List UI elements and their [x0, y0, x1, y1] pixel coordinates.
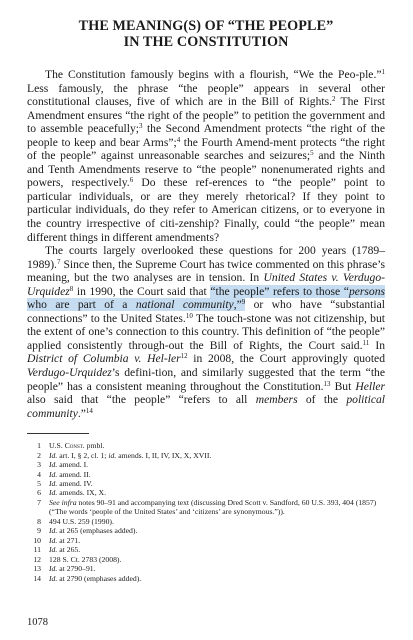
- footnote-ref[interactable]: 10: [185, 311, 193, 320]
- footnote: [27, 536, 385, 545]
- case-name: Heller: [355, 379, 385, 393]
- footnote-ref[interactable]: 4: [176, 135, 181, 144]
- text-run: Id.: [49, 460, 58, 470]
- text-run: ’s defini-tion, and similarly suggested that the term “the people” has a consistent meaning throughout the Constitution.: [27, 366, 385, 393]
- footnote-number: 9: [37, 526, 41, 536]
- text-run: ,”: [233, 298, 242, 312]
- text-run: amends. IX, X.: [57, 488, 107, 498]
- text-run: Since then, the Supreme Court has twice commented on this phrase’s meaning, but the two analyses are in tension. In: [27, 257, 385, 285]
- text-run: 128 S. Ct. 2783 (2008).: [49, 554, 122, 564]
- text-run: or who have “substantial connections” to the United States.: [27, 298, 385, 325]
- page-number: 1078: [27, 617, 48, 628]
- emphasis: members: [255, 393, 298, 407]
- footnote: [27, 555, 385, 564]
- text-run: Const: [64, 441, 83, 451]
- text-run: Id.: [49, 450, 58, 460]
- footnote-number: 12: [33, 554, 41, 564]
- footnote-ref[interactable]: 13: [323, 379, 331, 388]
- footnote: [27, 498, 385, 517]
- footnote-number: 5: [37, 479, 41, 489]
- footnote-ref[interactable]: 14: [85, 406, 93, 415]
- footnote-number: 11: [33, 545, 41, 555]
- footnote-number: 7: [37, 497, 41, 507]
- text-run: Do these ref-erences to “the people” point to particular individuals, or are they merely rhetorical? If they point to particular individuals, do they refer to American citizens, or to everyone in the country irrespective of citi-zenship? Finally, could “the people” mean different things in different amendments?: [27, 176, 386, 244]
- article-title: [27, 18, 385, 50]
- footnote-number: 3: [37, 460, 41, 470]
- title-line-1: THE MEANING(S) OF “THE PEOPLE”: [78, 18, 334, 34]
- text-run: The courts largely overlooked these questions for 200 years (1789–1989).: [27, 244, 385, 271]
- footnotes: [27, 441, 385, 583]
- text-run: Id.: [49, 488, 58, 498]
- text-run: amend. I.: [57, 460, 89, 470]
- text-run: . pmbl.: [82, 441, 105, 451]
- text-run: Id.: [49, 535, 58, 545]
- text-run: In: [369, 338, 386, 352]
- text-run: at 265.: [57, 545, 81, 555]
- text-run: who are part of a: [27, 298, 136, 312]
- text-run: the Fourth Amend-ment protects “the right of the people” against unreasonable searches and seizures;: [27, 135, 385, 163]
- text-run: the Second Amendment protects “the right of the people to keep and bear Arms”;: [27, 122, 386, 149]
- article-page: [27, 18, 385, 583]
- text-run: See infra: [49, 497, 77, 507]
- text-run: Id.: [49, 526, 58, 536]
- emphasis: political community: [27, 393, 385, 420]
- text-run: and the Ninth and Tenth Amendments reserve to “the people” nonenumerated rights and powers, respectively.: [27, 149, 385, 190]
- text-run: at 2790 (emphases added).: [57, 573, 142, 583]
- text-run: 494 U.S. 259 (1990).: [49, 516, 114, 526]
- footnote: [27, 545, 385, 554]
- case-name: Verdugo-Urquidez: [27, 366, 112, 380]
- footnote-ref[interactable]: 7: [56, 257, 61, 266]
- text-run: Id.: [49, 564, 58, 574]
- text-run: Id.: [49, 479, 58, 489]
- footnote-number: 13: [33, 564, 41, 574]
- footnote: [27, 441, 385, 450]
- footnote-ref[interactable]: 5: [310, 149, 314, 158]
- footnote-number: 10: [33, 535, 41, 545]
- case-name: District of Columbia v. Hel-ler: [27, 352, 181, 366]
- text-run: .”: [77, 406, 86, 420]
- emphasis: national community: [135, 298, 234, 312]
- footnote-number: 2: [37, 450, 41, 460]
- footnote-number: 1: [37, 441, 41, 451]
- footnote-ref[interactable]: 2: [332, 95, 336, 104]
- footnote-ref[interactable]: 8: [69, 284, 74, 293]
- text-run: But: [330, 379, 356, 393]
- title-line-2: IN THE CONSTITUTION: [123, 34, 289, 50]
- footnote-ref[interactable]: 9: [241, 298, 246, 307]
- article-body: [27, 68, 385, 420]
- footnote: [27, 488, 385, 497]
- footnote: [27, 517, 385, 526]
- case-name: United States v. Verdugo-Urquidez: [27, 271, 385, 298]
- text-run: The Constitution famously begins with a flourish, “We the Peo-ple.”: [45, 68, 382, 81]
- text-run: at 2790–91.: [57, 564, 96, 574]
- footnote: [27, 451, 385, 460]
- text-run: in 2008, the Court approvingly quoted: [187, 352, 386, 366]
- text-run: id.: [108, 450, 117, 460]
- footnote-number: 14: [33, 573, 41, 583]
- footnote-number: 8: [37, 516, 41, 526]
- text-run: U.S.: [49, 441, 65, 451]
- footnote: [27, 526, 385, 535]
- text-run: The touch-stone was not citizenship, but the extent of one’s connection to this country. This definition of “the people” applied consistently through-out the Bill of Rights, the Court said.: [27, 311, 385, 352]
- footnote-number: 6: [37, 488, 41, 498]
- footnote-ref[interactable]: 1: [381, 68, 385, 76]
- footnote-number: 4: [37, 469, 41, 479]
- text-run: at 271.: [57, 535, 81, 545]
- text-run: amends. I, II, IV, IX, X, XVII.: [116, 450, 212, 460]
- footnote-ref[interactable]: 11: [362, 338, 370, 347]
- text-run: Less famously, the phrase “the people” appears in several other constitutional clauses, five of which are in the Bill of Rights.: [27, 81, 385, 109]
- text-run: notes 90–91 and accompanying text (discussing Dred Scott v. Sandford, 60 U.S. 393, 404 (1857) (“The words ‘people of the United States’ and ‘citizens’ are synonymous.”)).: [49, 497, 377, 517]
- footnote: [27, 479, 385, 488]
- text-run: also said that “the people” “refers to all: [27, 393, 256, 407]
- emphasis: persons: [348, 284, 386, 298]
- text-run: amend. II.: [57, 469, 91, 479]
- footnote: [27, 470, 385, 479]
- footnote-ref[interactable]: 12: [180, 352, 188, 361]
- text-run: Id.: [49, 545, 58, 555]
- text-run: of the: [297, 393, 347, 407]
- footnote-ref[interactable]: 3: [138, 122, 143, 131]
- footnote-divider: [27, 433, 89, 434]
- text-run: The First Amendment ensures “the right of the people” to petition the government and to assemble peacefully;: [27, 95, 385, 136]
- text-run: “the people” refers to those “: [210, 284, 349, 298]
- text-run: amend. IV.: [57, 479, 93, 489]
- paragraph-1: [27, 68, 385, 244]
- text-run: Id.: [49, 469, 58, 479]
- text-run: art. I, § 2, cl. 1;: [57, 450, 109, 460]
- footnote: [27, 574, 385, 583]
- footnote: [27, 564, 385, 573]
- footnote-ref[interactable]: 6: [129, 176, 134, 185]
- text-run: in 1990, the Court said that: [73, 284, 211, 298]
- footnote: [27, 460, 385, 469]
- paragraph-2: [27, 244, 385, 420]
- text-run: at 265 (emphases added).: [57, 526, 138, 536]
- text-run: Id.: [49, 573, 58, 583]
